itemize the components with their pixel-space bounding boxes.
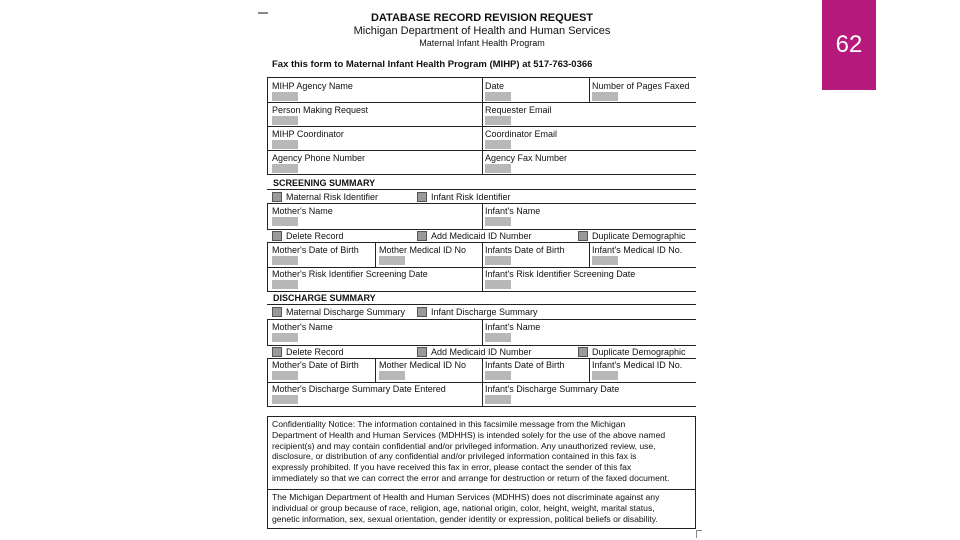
mother-screening-date-label: Mother's Risk Identifier Screening Date <box>272 269 428 279</box>
notice-line: Department of Health and Human Services (MDHHS) is intended solely for the use of the above named <box>272 429 666 440</box>
checkbox-box <box>272 192 282 202</box>
infant-discharge-date-label: Infant's Discharge Summary Date <box>485 384 620 394</box>
infant-risk-checkbox[interactable] <box>417 192 511 202</box>
department-name: Michigan Department of Health and Human Services <box>353 25 611 37</box>
person-request-input[interactable] <box>272 116 298 125</box>
rule <box>589 77 590 102</box>
infants-dob-input[interactable] <box>485 371 511 380</box>
pages-faxed-label: Number of Pages Faxed <box>592 81 690 91</box>
rule <box>482 319 483 345</box>
agency-fax-label: Agency Fax Number <box>485 153 568 163</box>
mothers-dob-label: Mother's Date of Birth <box>272 360 359 370</box>
crop-mark <box>696 530 697 538</box>
nondiscrimination-notice <box>272 492 697 524</box>
rule <box>267 189 696 190</box>
confidentiality-notice <box>272 419 697 484</box>
duplicate-demographic-checkbox[interactable] <box>578 231 686 241</box>
screening-summary-heading: SCREENING SUMMARY <box>273 178 376 188</box>
discharge-summary-heading: DISCHARGE SUMMARY <box>273 293 376 303</box>
rule <box>267 203 268 229</box>
coordinator-label: MIHP Coordinator <box>272 129 344 139</box>
infants-name-label: Infant's Name <box>485 322 541 332</box>
maternal-risk-label: Maternal Risk Identifier <box>286 192 379 202</box>
checkbox-box <box>272 231 282 241</box>
rule <box>267 267 696 268</box>
requester-email-input[interactable] <box>485 116 511 125</box>
rule <box>267 416 696 417</box>
infants-name-input[interactable] <box>485 333 511 342</box>
mothers-dob-input[interactable] <box>272 256 298 265</box>
add-medicaid-checkbox[interactable] <box>417 231 532 241</box>
infants-medicaid-label: Infant's Medical ID No. <box>592 245 683 255</box>
maternal-risk-checkbox[interactable] <box>272 192 378 202</box>
infants-name-input[interactable] <box>485 217 511 226</box>
mothers-name-input[interactable] <box>272 217 298 226</box>
rule <box>375 358 376 382</box>
rule <box>267 489 696 490</box>
delete-record-checkbox[interactable] <box>272 231 344 241</box>
delete-record-checkbox[interactable] <box>272 347 344 357</box>
checkbox-box <box>578 231 588 241</box>
infant-discharge-checkbox[interactable] <box>417 307 538 317</box>
infants-medicaid-input[interactable] <box>592 371 618 380</box>
mother-medicaid-input[interactable] <box>379 371 405 380</box>
infants-dob-input[interactable] <box>485 256 511 265</box>
delete-record-label: Delete Record <box>286 231 344 241</box>
duplicate-demographic-label: Duplicate Demographic <box>592 231 686 241</box>
rule <box>267 382 696 383</box>
notice-line: The Michigan Department of Health and Human Services (MDHHS) does not discriminate against any <box>272 492 660 502</box>
checkbox-box <box>272 347 282 357</box>
mothers-dob-label: Mother's Date of Birth <box>272 245 359 255</box>
notice-line: recipient(s) and may contain confidential and/or privileged information. Any unauthorized review, use, <box>272 440 656 451</box>
mother-screening-date-input[interactable] <box>272 280 298 289</box>
duplicate-demographic-checkbox[interactable] <box>578 347 686 357</box>
notice-line: genetic information, sex, sexual orientation, gender identity or expression, political beliefs or disability. <box>272 513 658 524</box>
rule <box>589 242 590 267</box>
rule <box>267 416 268 529</box>
infant-risk-label: Infant Risk Identifier <box>431 192 511 202</box>
rule <box>267 406 696 407</box>
checkbox-box <box>417 307 427 317</box>
rule <box>267 304 696 305</box>
agency-name-label: MIHP Agency Name <box>272 81 353 91</box>
infant-discharge-label: Infant Discharge Summary <box>431 307 538 317</box>
maternal-discharge-label: Maternal Discharge Summary <box>286 307 406 317</box>
mother-discharge-date-input[interactable] <box>272 395 298 404</box>
pages-faxed-input[interactable] <box>592 92 618 101</box>
fax-instruction: Fax this form to Maternal Infant Health Program (MIHP) at 517-763-0366 <box>272 59 593 70</box>
infant-screening-date-input[interactable] <box>485 280 511 289</box>
infants-dob-label: Infants Date of Birth <box>485 245 565 255</box>
mothers-name-label: Mother's Name <box>272 322 333 332</box>
checkbox-box <box>417 231 427 241</box>
agency-phone-input[interactable] <box>272 164 298 173</box>
date-label: Date <box>485 81 505 91</box>
rule <box>267 77 268 175</box>
rule <box>267 345 696 346</box>
rule <box>267 291 696 292</box>
checkbox-box <box>417 192 427 202</box>
rule <box>267 319 268 345</box>
infants-name-label: Infant's Name <box>485 206 541 216</box>
mother-medicaid-label: Mother Medical ID No <box>379 360 467 370</box>
rule <box>482 203 483 229</box>
duplicate-demographic-label: Duplicate Demographic <box>592 347 686 357</box>
delete-record-label: Delete Record <box>286 347 344 357</box>
rule <box>267 229 696 230</box>
notice-line: immediately so that we can correct the error and arrange for destruction or return of the faxed document. <box>272 472 670 483</box>
agency-name-input[interactable] <box>272 92 298 101</box>
notice-line: Confidentiality Notice: The information contained in this facsimile message from the Michigan <box>272 419 626 429</box>
mother-medicaid-label: Mother Medical ID No <box>379 245 467 255</box>
infants-medicaid-input[interactable] <box>592 256 618 265</box>
add-medicaid-label: Add Medicaid ID Number <box>431 347 532 357</box>
notice-line: expressly prohibited. If you have received this fax in error, please contact the sender of this fax <box>272 462 632 473</box>
mothers-name-input[interactable] <box>272 333 298 342</box>
program-name: Maternal Infant Health Program <box>419 38 545 48</box>
rule <box>267 528 696 529</box>
coordinator-input[interactable] <box>272 140 298 149</box>
coordinator-email-input[interactable] <box>485 140 511 149</box>
notice-line: individual or group because of race, religion, age, national origin, color, height, weight, marital status, <box>272 502 655 513</box>
maternal-discharge-checkbox[interactable] <box>272 307 405 317</box>
mother-medicaid-input[interactable] <box>379 256 405 265</box>
agency-fax-input[interactable] <box>485 164 511 173</box>
rule <box>375 242 376 267</box>
coordinator-email-label: Coordinator Email <box>485 129 558 139</box>
rule <box>482 77 483 175</box>
requester-email-label: Requester Email <box>485 105 552 115</box>
mother-discharge-date-label: Mother's Discharge Summary Date Entered <box>272 384 446 394</box>
checkbox-box <box>272 307 282 317</box>
person-request-label: Person Making Request <box>272 105 369 115</box>
infants-dob-label: Infants Date of Birth <box>485 360 565 370</box>
mothers-name-label: Mother's Name <box>272 206 333 216</box>
slide-number-badge <box>822 0 876 90</box>
agency-phone-label: Agency Phone Number <box>272 153 366 163</box>
checkbox-box <box>417 347 427 357</box>
add-medicaid-label: Add Medicaid ID Number <box>431 231 532 241</box>
notice-line: disclosure, or distribution of any confidential and/or privileged information contained in this fax is <box>272 451 637 462</box>
infant-screening-date-label: Infant's Risk Identifier Screening Date <box>485 269 636 279</box>
checkbox-box <box>578 347 588 357</box>
infant-discharge-date-input[interactable] <box>485 395 511 404</box>
form-title: DATABASE RECORD REVISION REQUEST <box>370 12 594 24</box>
slide-number: 62 <box>835 31 863 58</box>
add-medicaid-checkbox[interactable] <box>417 347 532 357</box>
date-input[interactable] <box>485 92 511 101</box>
crop-mark <box>696 530 702 531</box>
mothers-dob-input[interactable] <box>272 371 298 380</box>
rule <box>589 358 590 382</box>
infants-medicaid-label: Infant's Medical ID No. <box>592 360 683 370</box>
